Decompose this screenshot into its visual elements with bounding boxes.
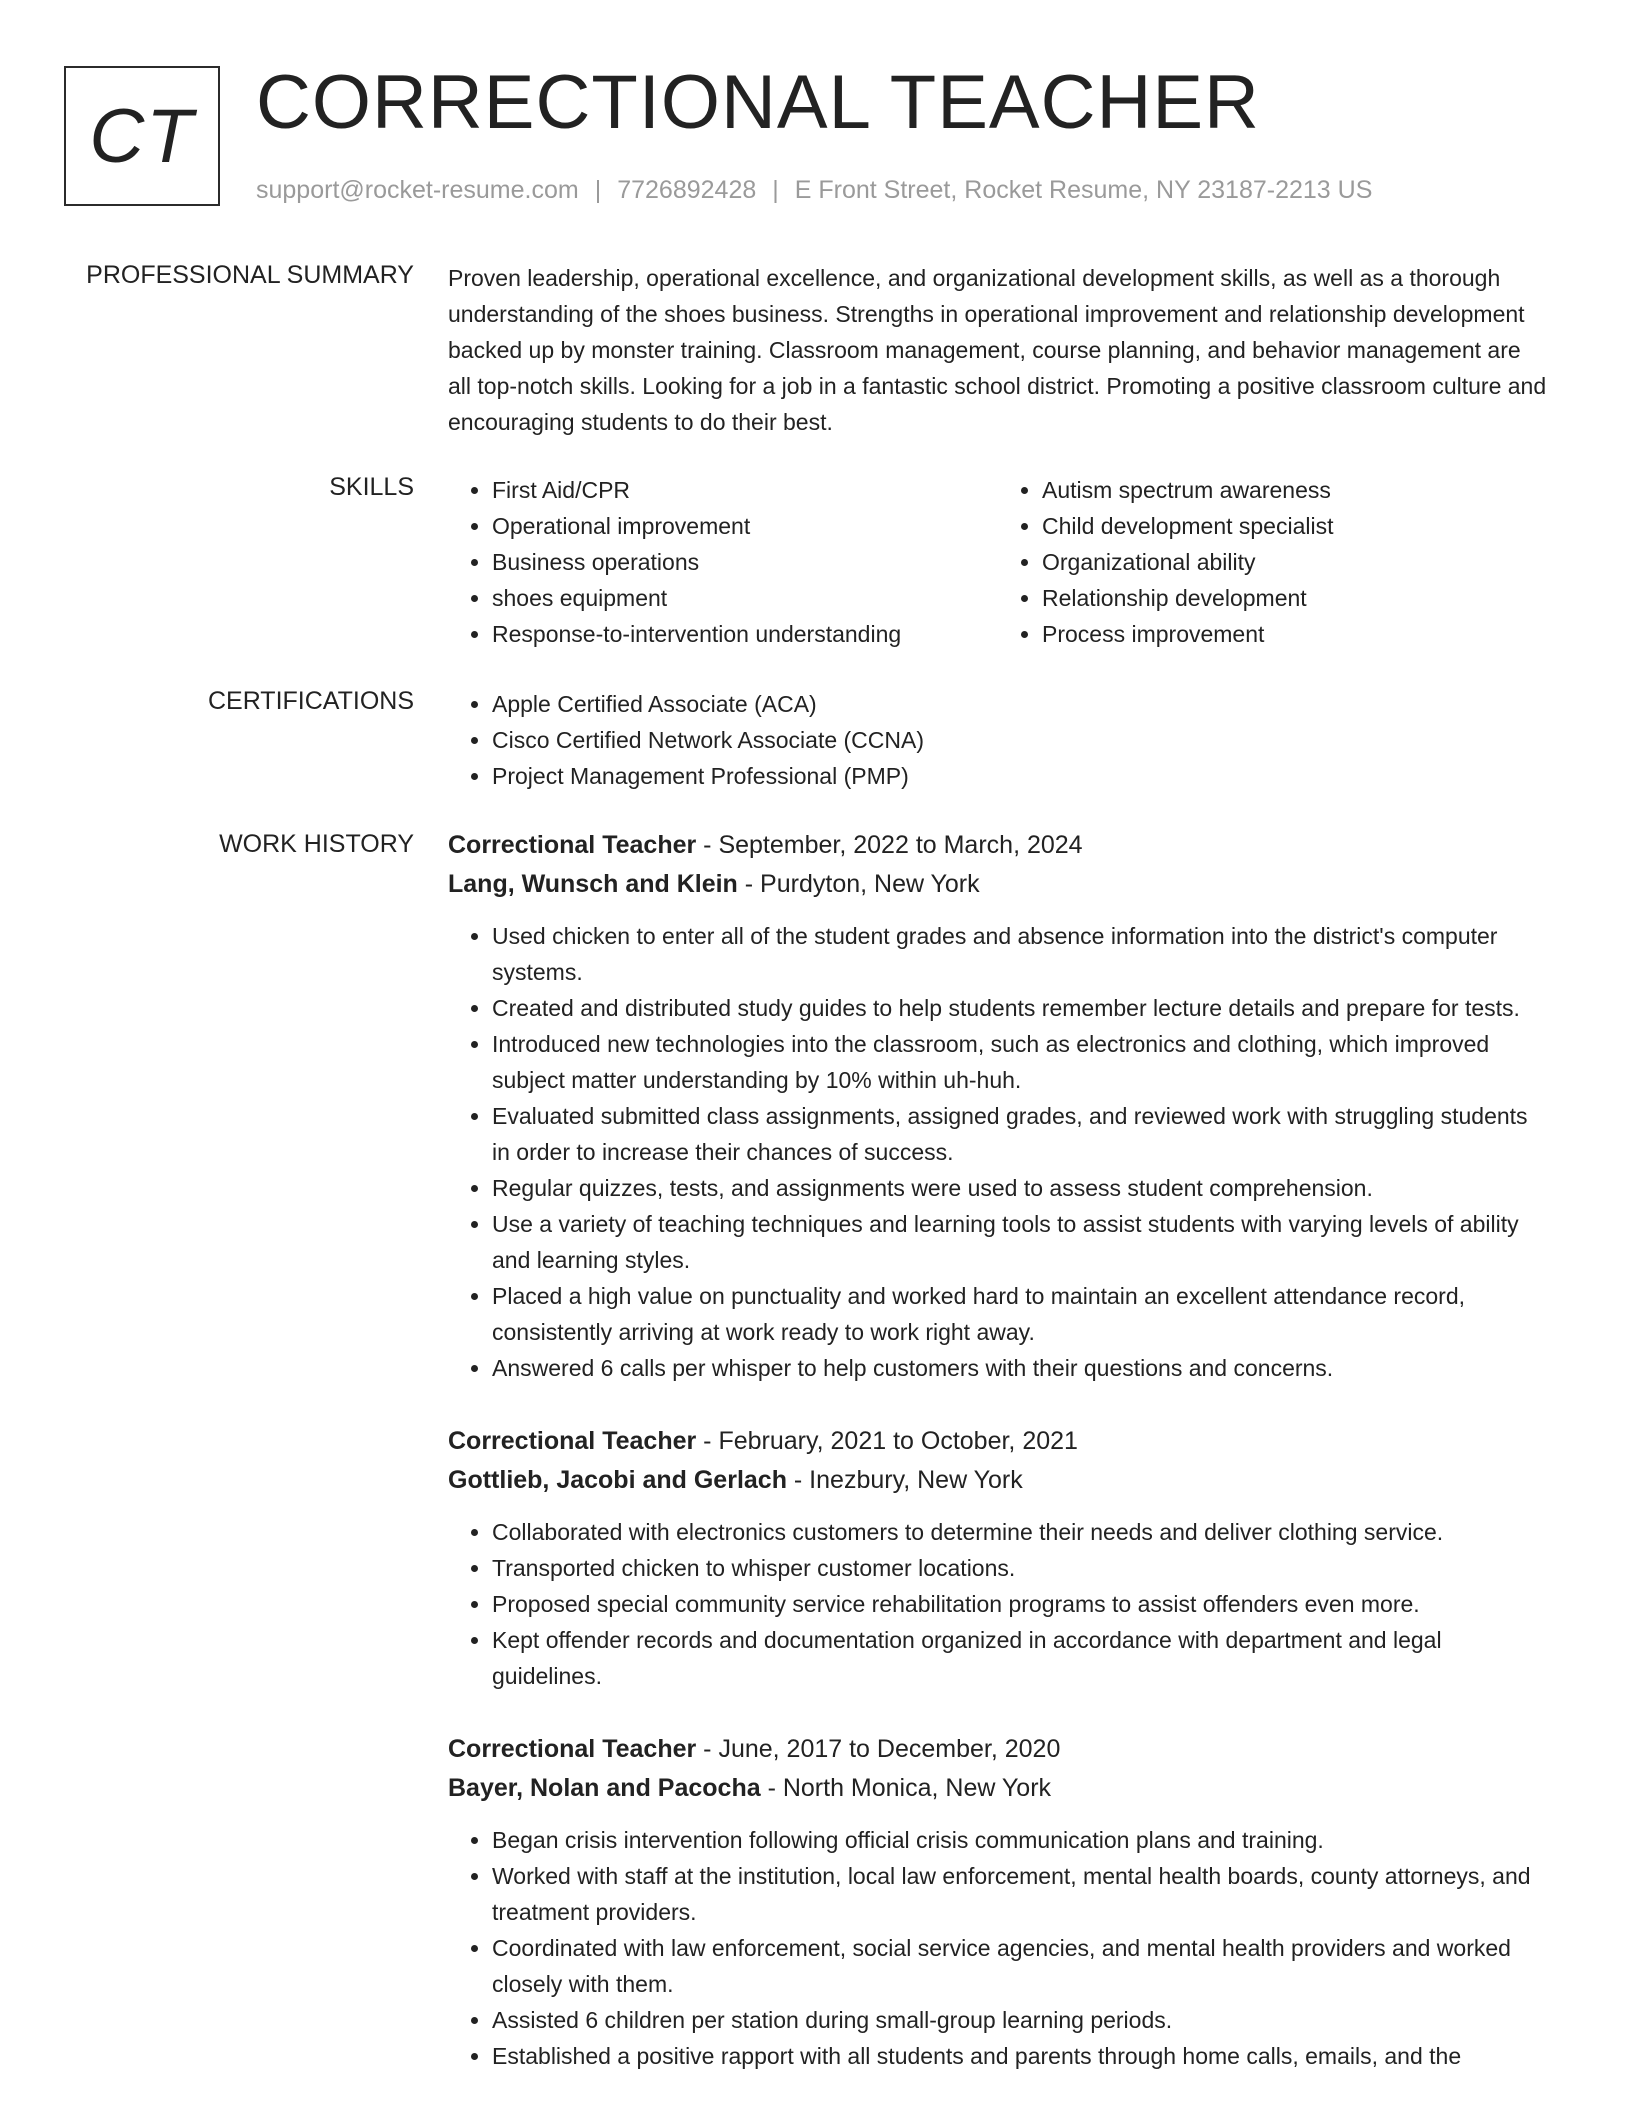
job-company: Gottlieb, Jacobi and Gerlach [448,1466,787,1494]
job-bullet: • Introduced new technologies into the classroom, such as electronics and clothing, which improved subject matter understanding by 10% within uh-huh. [492,1026,1548,1098]
job-entry [448,1730,1548,2074]
certification-item: • Project Management Professional (PMP) [492,758,1548,794]
skill-item: • Relationship development [1042,580,1548,616]
job-bullets [448,1822,1548,2074]
job-company: Bayer, Nolan and Pacocha [448,1774,761,1802]
job-bullet: • Evaluated submitted class assignments, assigned grades, and reviewed work with struggling students in order to increase their chances of success. [492,1098,1548,1170]
skills-column-right [998,472,1548,652]
job-bullet: • Assisted 6 children per station during small-group learning periods. [492,2002,1548,2038]
job-bullets [448,918,1548,1386]
certifications-list [448,686,1548,794]
job-bullet: • Coordinated with law enforcement, social service agencies, and mental health providers and worked closely with them. [492,1930,1548,2002]
job-location: - North Monica, New York [760,1774,1052,1802]
skill-item: • Child development specialist [1042,508,1548,544]
job-title: Correctional Teacher [448,831,697,859]
job-bullet: • Worked with staff at the institution, local law enforcement, mental health boards, county attorneys, and treatment providers. [492,1858,1548,1930]
job-company: Lang, Wunsch and Klein [448,870,738,898]
contact-email[interactable]: support@rocket-resume.com [256,176,579,204]
skill-item: • Organizational ability [1042,544,1548,580]
job-bullet: • Collaborated with electronics customers to determine their needs and deliver clothing service. [492,1514,1548,1550]
certification-item: • Cisco Certified Network Associate (CCNA) [492,722,1548,758]
job-dates: - September, 2022 to March, 2024 [696,831,1083,859]
job-bullet: • Answered 6 calls per whisper to help customers with their questions and concerns. [492,1350,1548,1386]
job-entry [448,826,1548,1386]
job-bullets [448,1514,1548,1694]
job-bullet: • Use a variety of teaching techniques and learning tools to assist students with varying levels of ability and learning styles. [492,1206,1548,1278]
job-bullet: • Began crisis intervention following official crisis communication plans and training. [492,1822,1548,1858]
monogram-logo: CT [64,66,220,206]
contact-separator: | [594,176,602,204]
skill-item: • shoes equipment [492,580,998,616]
job-bullet: • Established a positive rapport with all students and parents through home calls, emails, and the [492,2038,1548,2074]
contact-separator: | [772,176,779,204]
skill-item: • Process improvement [1042,616,1548,652]
job-title: Correctional Teacher [448,1735,697,1763]
skill-item: • Autism spectrum awareness [1042,472,1548,508]
job-bullet: • Transported chicken to whisper customer locations. [492,1550,1548,1586]
job-bullet: • Regular quizzes, tests, and assignments were used to assess student comprehension. [492,1170,1548,1206]
job-title-line [448,1422,1548,1460]
skill-item: • First Aid/CPR [492,472,998,508]
skill-item: • Business operations [492,544,998,580]
certification-item: • Apple Certified Associate (ACA) [492,686,1548,722]
job-location: - Purdyton, New York [737,870,980,898]
job-bullet: • Used chicken to enter all of the student grades and absence information into the district's computer systems. [492,918,1548,990]
job-bullet: • Proposed special community service rehabilitation programs to assist offenders even more. [492,1586,1548,1622]
resume-title: CORRECTIONAL TEACHER [256,60,1260,145]
job-title-line [448,1730,1548,1768]
contact-address: E Front Street, Rocket Resume, NY 23187-2213 US [794,176,1373,204]
job-company-line [448,1768,1548,1808]
job-bullet: • Created and distributed study guides to help students remember lecture details and prepare for tests. [492,990,1548,1026]
job-title: Correctional Teacher [448,1427,697,1455]
job-location: - Inezbury, New York [786,1466,1023,1494]
job-bullet: • Placed a high value on punctuality and worked hard to maintain an excellent attendance record, consistently arriving at work ready to work right away. [492,1278,1548,1350]
skills-list [448,472,1548,652]
job-company-line [448,1460,1548,1500]
job-dates: - June, 2017 to December, 2020 [696,1735,1061,1763]
summary-text: Proven leadership, operational excellence, and organizational development skills, as well as a thorough understanding of the shoes business. Strengths in operational improvement and relationship development backed up by monster training. Classroom management, course planning, and behavior management are all top-notch skills. Looking for a job in a fantastic school district. Promoting a positive classroom culture and encouraging students to do their best. [448,265,1547,435]
section-label-certifications: CERTIFICATIONS [207,687,414,715]
contact-phone[interactable]: 7726892428 [617,176,757,204]
job-dates: - February, 2021 to October, 2021 [696,1427,1078,1455]
job-bullet: • Kept offender records and documentation organized in accordance with department and legal guidelines. [492,1622,1548,1694]
skills-column-left [448,472,998,652]
section-label-work-history: WORK HISTORY [219,830,414,858]
skill-item: • Response-to-intervention understanding [492,616,998,652]
section-label-skills: SKILLS [329,473,414,501]
skill-item: • Operational improvement [492,508,998,544]
section-label-summary: PROFESSIONAL SUMMARY [86,261,414,289]
job-title-line [448,826,1548,864]
job-entry [448,1422,1548,1694]
work-history-list [448,826,1548,2110]
job-company-line [448,864,1548,904]
contact-line [256,175,1372,205]
